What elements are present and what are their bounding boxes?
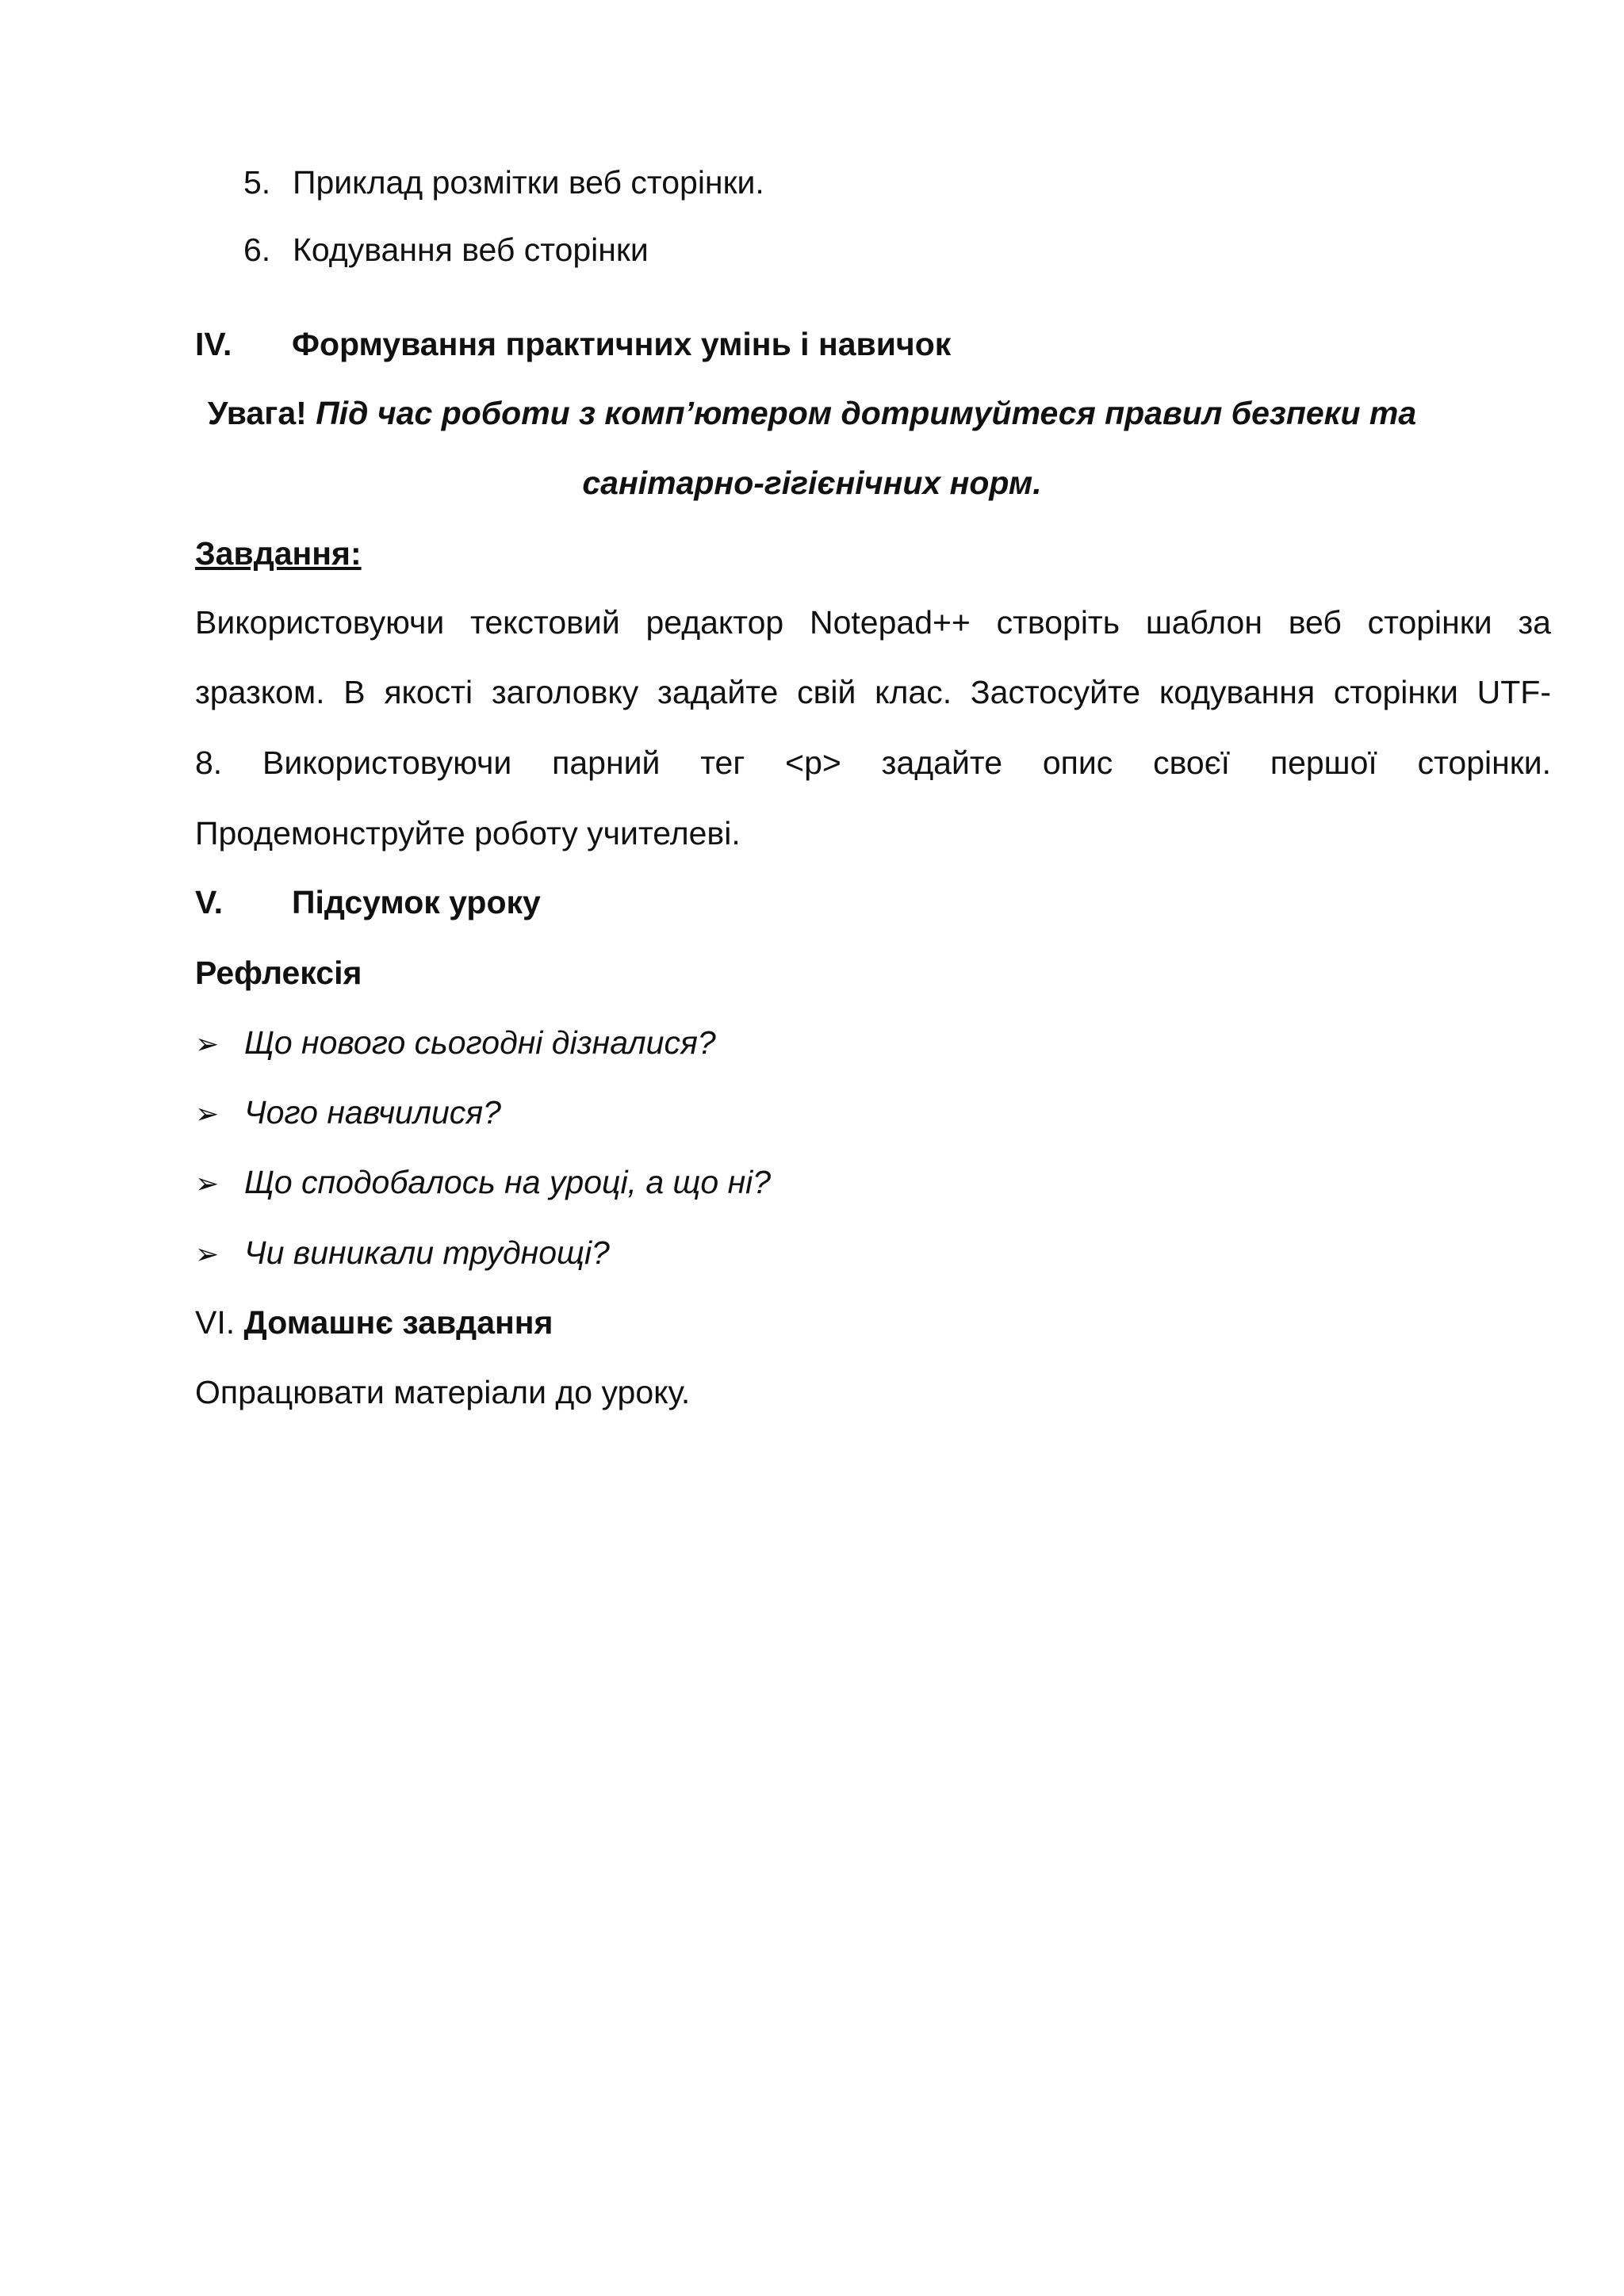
list-item-number: 5.	[243, 164, 271, 201]
arrow-bullet-icon: ➢	[195, 1238, 220, 1270]
task-line: зразком. В якості заголовку задайте свій клас. Застосуйте кодування сторінки UTF-	[195, 674, 1551, 710]
list-item-number: 6.	[243, 232, 271, 268]
reflection-item	[195, 1093, 501, 1134]
reflection-item-text: Що нового сьогодні дізналися?	[244, 1024, 716, 1061]
section-heading-5	[195, 882, 541, 922]
arrow-bullet-icon: ➢	[195, 1027, 220, 1060]
warning-line-1	[0, 393, 1624, 433]
reflection-item	[195, 1162, 771, 1203]
task-line: Використовуючи текстовий редактор Notepad++ створіть шаблон веб сторінки за	[195, 604, 1551, 641]
section-title: Підсумок уроку	[292, 884, 541, 920]
section-heading-6	[195, 1303, 553, 1342]
task-line: Продемонструйте роботу учителеві.	[195, 815, 741, 851]
warning-line-2	[0, 463, 1624, 503]
task-heading: Завдання:	[195, 535, 362, 572]
section-title: Формування практичних умінь і навичок	[292, 326, 952, 362]
section-number: V.	[195, 884, 223, 920]
reflection-item-text: Чого навчилися?	[244, 1094, 501, 1131]
list-item	[243, 230, 649, 270]
reflection-heading: Рефлексія	[195, 955, 362, 991]
warning-label: Увага!	[207, 395, 307, 431]
reflection-item	[195, 1023, 716, 1064]
section-title: Домашнє завдання	[243, 1304, 553, 1341]
list-item-text: Кодування веб сторінки	[293, 232, 649, 268]
homework-text: Опрацювати матеріали до уроку.	[195, 1374, 691, 1410]
warning-text: Під час роботи з комп’ютером дотримуйтеся правил безпеки та	[316, 395, 1417, 431]
arrow-bullet-icon: ➢	[195, 1167, 220, 1200]
reflection-item-text: Що сподобалось на уроці, а що ні?	[244, 1164, 772, 1200]
reflection-item-text: Чи виникали труднощі?	[244, 1234, 610, 1271]
list-item-text: Приклад розмітки веб сторінки.	[293, 164, 764, 201]
section-number: IV.	[195, 326, 232, 362]
arrow-bullet-icon: ➢	[195, 1097, 220, 1130]
section-number: VI.	[195, 1304, 236, 1341]
task-line: 8. Використовуючи парний тег <p> задайте опис своєї першої сторінки.	[195, 744, 1551, 781]
reflection-item	[195, 1233, 610, 1274]
section-heading-4	[195, 324, 951, 364]
warning-text: санітарно-гігієнічних норм.	[582, 465, 1042, 501]
list-item	[243, 163, 764, 202]
